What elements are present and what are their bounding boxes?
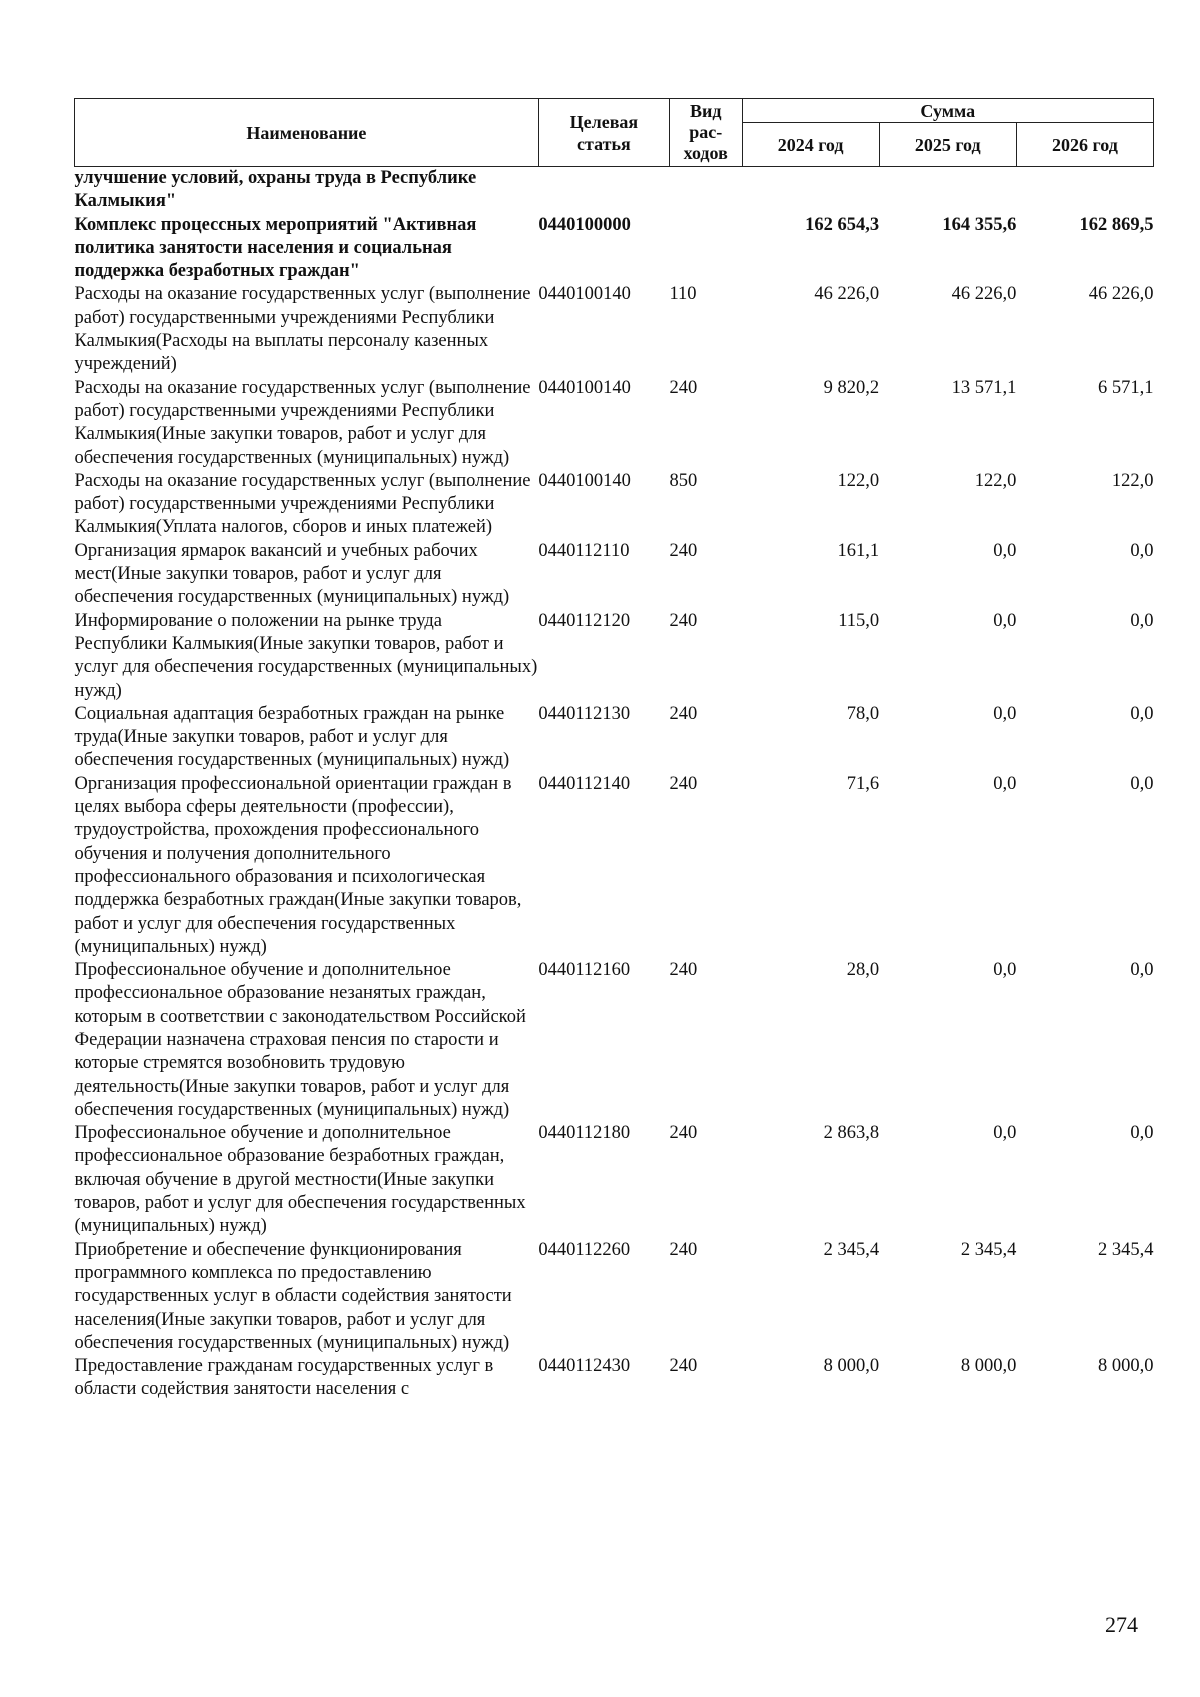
header-year-2025: 2025 год <box>879 123 1016 167</box>
row-kind <box>669 167 742 214</box>
row-kind: 240 <box>669 960 698 981</box>
row-code: 0440100140 <box>538 377 631 398</box>
page-number: 274 <box>1105 1612 1138 1637</box>
table-row <box>75 703 1154 773</box>
row-2024: 28,0 <box>846 960 880 981</box>
row-code: 0440112180 <box>538 1123 631 1144</box>
table-row <box>75 283 1154 376</box>
row-2026: 6 571,1 <box>1098 377 1154 398</box>
row-kind: 240 <box>669 610 698 631</box>
table-header <box>75 99 1154 167</box>
row-name: Организация ярмарок вакансий и учебных рабочих мест(Иные закупки товаров, работ и услуг для обеспечения государственных (муниципальных) нужд) <box>74 540 510 608</box>
table-row <box>75 540 1154 610</box>
header-kind: Вид рас- ходов <box>669 99 742 167</box>
row-2025 <box>879 167 1016 214</box>
row-2025: 0,0 <box>993 1123 1017 1144</box>
table-row <box>75 1122 1154 1238</box>
row-2025: 0,0 <box>993 960 1017 981</box>
row-2026 <box>1016 167 1153 214</box>
row-2026: 0,0 <box>1130 610 1154 631</box>
row-kind: 850 <box>669 470 698 491</box>
table-row <box>75 167 1154 214</box>
row-name: Расходы на оказание государственных услуг (выполнение работ) государственными учреждениями Республики Калмыкия(Расходы на выплаты персоналу казенных учреждений) <box>74 284 531 375</box>
row-2024: 2 863,8 <box>823 1123 880 1144</box>
row-kind: 240 <box>669 703 698 724</box>
row-name: Профессиональное обучение и дополнительное профессиональное образование безработных граждан, включая обучение в другой местности(Иные закупки товаров, работ и услуг для обеспечения государственных (муниципальных) нужд) <box>74 1123 526 1237</box>
row-2026: 122,0 <box>1111 470 1154 491</box>
row-code: 0440112140 <box>538 773 631 794</box>
row-code: 0440112110 <box>538 540 630 561</box>
row-kind: 240 <box>669 1123 698 1144</box>
header-year-2024: 2024 год <box>742 123 879 167</box>
row-code <box>538 167 669 214</box>
row-2024: 122,0 <box>837 470 880 491</box>
row-kind <box>669 214 742 284</box>
row-name: Расходы на оказание государственных услуг (выполнение работ) государственными учреждениями Республики Калмыкия(Уплата налогов, сборов и иных платежей) <box>74 470 531 538</box>
row-kind: 110 <box>669 284 697 305</box>
row-kind: 240 <box>669 773 698 794</box>
header-name: Наименование <box>75 99 539 167</box>
row-2024: 8 000,0 <box>823 1356 880 1377</box>
row-code: 0440100140 <box>538 470 631 491</box>
row-2026: 0,0 <box>1130 773 1154 794</box>
row-2024: 78,0 <box>846 703 880 724</box>
row-code: 0440112130 <box>538 703 631 724</box>
row-2026: 0,0 <box>1130 960 1154 981</box>
row-2025: 2 345,4 <box>960 1239 1017 1260</box>
row-2026: 0,0 <box>1130 540 1154 561</box>
row-kind: 240 <box>669 540 698 561</box>
table-row <box>75 1355 1154 1402</box>
row-name: улучшение условий, охраны труда в Республике Калмыкия" <box>74 168 477 212</box>
row-2026: 2 345,4 <box>1098 1239 1154 1260</box>
table-row <box>75 610 1154 703</box>
row-2026: 46 226,0 <box>1088 284 1154 305</box>
row-2025: 0,0 <box>993 610 1017 631</box>
row-name: Расходы на оказание государственных услуг (выполнение работ) государственными учреждениями Республики Калмыкия(Иные закупки товаров, работ и услуг для обеспечения государственных (муниципальных) нужд) <box>74 377 531 468</box>
row-2024: 9 820,2 <box>823 377 880 398</box>
row-name: Организация профессиональной ориентации граждан в целях выбора сферы деятельности (профессии), трудоустройства, прохождения профессионального обучения и получения дополнительного профессионального образования и психологическая поддержка безработных граждан(Иные закупки товаров, работ и услуг для обеспечения государственных (муниципальных) нужд) <box>74 773 522 957</box>
table-row <box>75 1239 1154 1355</box>
row-2024: 2 345,4 <box>823 1239 880 1260</box>
header-sum: Сумма <box>742 99 1153 123</box>
row-2024: 162 654,3 <box>805 214 880 235</box>
row-2025: 0,0 <box>993 703 1017 724</box>
row-2025: 0,0 <box>993 540 1017 561</box>
row-code: 0440112260 <box>538 1239 631 1260</box>
header-year-2026: 2026 год <box>1016 123 1153 167</box>
row-2026: 8 000,0 <box>1098 1356 1154 1377</box>
row-2024: 71,6 <box>846 773 880 794</box>
row-name: Информирование о положении на рынке труда Республики Калмыкия(Иные закупки товаров, работ и услуг для обеспечения государственных (муниципальных) нужд) <box>74 610 538 701</box>
table-row <box>75 470 1154 540</box>
row-2025: 164 355,6 <box>942 214 1017 235</box>
row-code: 0440100000 <box>538 214 631 235</box>
row-name: Социальная адаптация безработных граждан на рынке труда(Иные закупки товаров, работ и услуг для обеспечения государственных (муниципальных) нужд) <box>74 703 510 771</box>
table-row <box>75 377 1154 470</box>
row-2025: 122,0 <box>974 470 1017 491</box>
row-name: Предоставление гражданам государственных услуг в области содействия занятости населения с <box>74 1356 494 1400</box>
row-name: Комплекс процессных мероприятий "Активная политика занятости населения и социальная поддержка безработных граждан" <box>74 214 477 282</box>
table-body <box>75 167 1154 1402</box>
row-code: 0440112160 <box>538 960 631 981</box>
row-2025: 13 571,1 <box>951 377 1017 398</box>
row-2024: 161,1 <box>837 540 880 561</box>
row-2024 <box>742 167 879 214</box>
row-2025: 8 000,0 <box>960 1356 1017 1377</box>
row-name: Приобретение и обеспечение функционирования программного комплекса по предоставлению государственных услуг в области содействия занятости населения(Иные закупки товаров, работ и услуг для обеспечения государственных (муниципальных) нужд) <box>74 1239 512 1353</box>
table-row <box>75 959 1154 1122</box>
row-2024: 115,0 <box>838 610 880 631</box>
budget-table <box>74 98 1154 1402</box>
row-2026: 162 869,5 <box>1079 214 1154 235</box>
row-code: 0440112120 <box>538 610 631 631</box>
table-row <box>75 773 1154 959</box>
row-2025: 46 226,0 <box>951 284 1017 305</box>
row-2026: 0,0 <box>1130 1123 1154 1144</box>
row-kind: 240 <box>669 1239 698 1260</box>
table-row <box>75 214 1154 284</box>
row-kind: 240 <box>669 377 698 398</box>
row-2025: 0,0 <box>993 773 1017 794</box>
row-code: 0440100140 <box>538 284 631 305</box>
row-2026: 0,0 <box>1130 703 1154 724</box>
row-kind: 240 <box>669 1356 698 1377</box>
header-code: Целевая статья <box>538 99 669 167</box>
row-code: 0440112430 <box>538 1356 631 1377</box>
row-name: Профессиональное обучение и дополнительное профессиональное образование незанятых граждан, которым в соответствии с законодательством Российской Федерации назначена страховая пенсия по старости и которые стремятся возобновить трудовую деятельность(Иные закупки товаров, работ и услуг для обеспечения государственных (муниципальных) нужд) <box>74 960 526 1120</box>
row-2024: 46 226,0 <box>814 284 880 305</box>
